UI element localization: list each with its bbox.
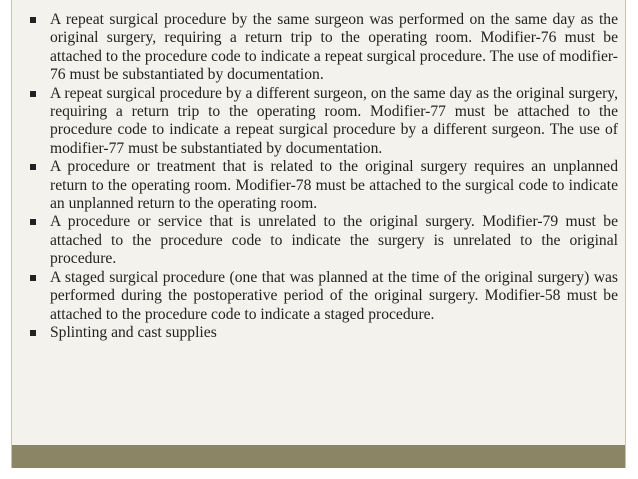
bullet-text: A staged surgical procedure (one that was planned at the time of the original surgery) was performed during the postoperative period of the original surgery. Modifier-58 must be attached to the procedure code to indicate a staged procedure. <box>50 268 618 323</box>
list-item <box>30 269 618 324</box>
square-bullet-icon <box>30 275 36 281</box>
footer-bar <box>12 445 625 468</box>
list-item <box>30 85 618 159</box>
list-item <box>30 11 618 85</box>
list-item <box>30 158 618 213</box>
slide <box>11 0 626 468</box>
square-bullet-icon <box>30 164 36 170</box>
square-bullet-icon <box>30 219 36 225</box>
list-item <box>30 324 618 342</box>
list-item <box>30 213 618 268</box>
bullet-text: A procedure or treatment that is related to the original surgery requires an unplanned return to the operating room. Modifier-78 must be attached to the surgical code to indicate an unplanned return to the operating room. <box>50 158 618 213</box>
bullet-text: A procedure or service that is unrelated to the original surgery. Modifier-79 must be attached to the procedure code to indicate the surgery is unrelated to the original procedure. <box>50 213 618 268</box>
square-bullet-icon <box>30 330 36 336</box>
square-bullet-icon <box>30 91 36 97</box>
bullet-text: A repeat surgical procedure by a different surgeon, on the same day as the original surgery, requiring a return trip to the operating room. Modifier-77 must be attached to the procedure code to indicate a repeat surgical procedure by a different surgeon. The use of modifier-77 must be substantiated by documentation. <box>50 84 618 157</box>
bullet-list <box>30 11 618 342</box>
bullet-text: Splinting and cast supplies <box>50 323 217 341</box>
bullet-text: A repeat surgical procedure by the same surgeon was performed on the same day as the original surgery, requiring a return trip to the operating room. Modifier-76 must be attached to the procedure code to indicate a repeat surgical procedure. The use of modifier-76 must be substantiated by documentation. <box>50 11 618 84</box>
square-bullet-icon <box>30 17 36 23</box>
